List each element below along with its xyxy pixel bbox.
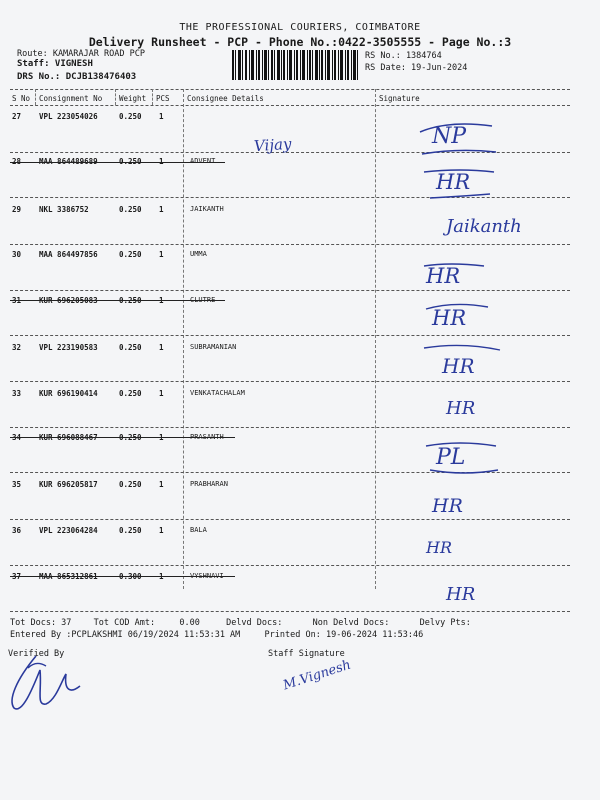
- signature-row-32: HR: [442, 354, 475, 378]
- footer-print-info: [10, 630, 423, 640]
- row-rule: [10, 381, 570, 382]
- row-pcs: 1: [159, 205, 164, 214]
- row-sno: 28: [12, 157, 22, 166]
- printed-on: Printed On: 19-06-2024 11:53:46: [264, 630, 424, 640]
- non-delivered-docs: Non Delvd Docs:: [312, 618, 390, 628]
- row-weight: 0.250: [119, 205, 142, 214]
- col-header-signature: Signature: [379, 94, 420, 103]
- signature-scribble: [420, 262, 490, 292]
- row-consignment: VPL 223190583: [39, 343, 98, 352]
- barcode: [232, 50, 358, 80]
- entered-by: Entered By :PCPLAKSHMI 06/19/2024 11:53:31 AM: [10, 630, 241, 640]
- row-consignee: UMMA: [190, 250, 207, 258]
- strikethrough-line: [10, 437, 235, 438]
- col-divider: [35, 89, 36, 105]
- row-rule: [10, 244, 570, 245]
- total-docs: Tot Docs: 37: [10, 618, 72, 628]
- row-consignment: KUR 696205817: [39, 480, 98, 489]
- row-sno: 37: [12, 572, 22, 581]
- row-weight: 0.250: [119, 296, 142, 305]
- row-pcs: 1: [159, 433, 164, 442]
- row-consignee: JAIKANTH: [190, 205, 224, 213]
- signature-row-36: HR: [426, 538, 452, 557]
- row-consignment: KUR 696205083: [39, 296, 98, 305]
- row-pcs: 1: [159, 250, 164, 259]
- signature-row-35: HR: [432, 495, 463, 517]
- row-weight: 0.250: [119, 526, 142, 535]
- row-weight: 0.250: [119, 250, 142, 259]
- row-pcs: 1: [159, 572, 164, 581]
- staff-signature-label: Staff Signature: [268, 649, 345, 659]
- staff-label: Staff: VIGNESH: [17, 59, 93, 69]
- company-name: THE PROFESSIONAL COURIERS, COIMBATORE: [179, 22, 421, 33]
- total-cod-label: Tot COD Amt:: [93, 618, 156, 628]
- signature-row-28: HR: [436, 170, 471, 194]
- delivery-points: Delvy Pts:: [419, 618, 471, 628]
- row-consignee: BALA: [190, 526, 207, 534]
- row-consignment: MAA 864497856: [39, 250, 98, 259]
- strikethrough-line: [10, 576, 235, 577]
- signature-row-33: HR: [446, 398, 476, 419]
- row-consignment: KUR 696088467: [39, 433, 98, 442]
- row-weight: 0.250: [119, 157, 142, 166]
- delivered-docs: Delvd Docs:: [226, 618, 283, 628]
- row-sno: 33: [12, 389, 22, 398]
- rs-number: RS No.: 1384764: [365, 51, 442, 61]
- row-sno: 34: [12, 433, 22, 442]
- strikethrough-line: [10, 162, 225, 163]
- col-header-consignee: Consignee Details: [187, 94, 264, 103]
- col-divider: [152, 89, 153, 105]
- signature-row-30: HR: [426, 264, 461, 288]
- rs-date: RS Date: 19-Jun-2024: [365, 63, 468, 73]
- staff-signature: M.Vignesh: [281, 657, 353, 694]
- row-consignee: PRASANTH: [190, 433, 224, 441]
- row-sno: 30: [12, 250, 22, 259]
- row-pcs: 1: [159, 343, 164, 352]
- signature-row-27: NP: [432, 124, 467, 149]
- row-pcs: 1: [159, 389, 164, 398]
- row-consignee: VYSHNAVI: [190, 572, 224, 580]
- verifier-signature: [6, 650, 86, 715]
- row-consignment: NKL 3386752: [39, 205, 89, 214]
- drs-number: DRS No.: DCJB138476403: [17, 72, 137, 82]
- row-pcs: 1: [159, 112, 164, 121]
- total-cod-value: 0.00: [179, 618, 200, 628]
- row-weight: 0.250: [119, 343, 142, 352]
- signature-scribble: [422, 344, 502, 360]
- col-header-sno: S No: [12, 94, 31, 103]
- footer-totals: [10, 618, 471, 628]
- row-weight: 0.250: [119, 389, 142, 398]
- row-consignee: PRABHARAN: [190, 480, 228, 488]
- signature-row-29: Jaikanth: [446, 216, 522, 237]
- row-pcs: 1: [159, 296, 164, 305]
- verified-by-label: Verified By: [8, 649, 65, 659]
- header-top-rule: [10, 89, 570, 90]
- handwritten-name: Vijay: [253, 134, 293, 156]
- col-divider: [375, 89, 376, 589]
- row-consignee: CLUTRE: [190, 296, 216, 304]
- col-header-consignment: Consignment No: [39, 94, 103, 103]
- row-consignee: VENKATACHALAM: [190, 389, 245, 397]
- row-consignee: SUBRAMANIAN: [190, 343, 237, 351]
- col-divider: [183, 89, 184, 589]
- row-consignment: MAA 865312861: [39, 572, 98, 581]
- signature-scribble: [424, 303, 494, 333]
- table-bottom-rule: [10, 611, 570, 612]
- row-pcs: 1: [159, 157, 164, 166]
- row-weight: 0.250: [119, 433, 142, 442]
- row-consignment: KUR 696190414: [39, 389, 98, 398]
- row-consignee: ADVENT: [190, 157, 216, 165]
- signature-row-34: PL: [436, 445, 466, 470]
- col-header-pcs: PCS: [156, 94, 170, 103]
- row-pcs: 1: [159, 526, 164, 535]
- route-label: Route: KAMARAJAR ROAD PCP: [17, 49, 145, 59]
- row-sno: 32: [12, 343, 22, 352]
- row-rule: [10, 335, 570, 336]
- row-weight: 0.300: [119, 572, 142, 581]
- row-sno: 29: [12, 205, 22, 214]
- signature-scribble: [420, 166, 500, 202]
- row-sno: 27: [12, 112, 22, 121]
- signature-row-37: HR: [446, 584, 476, 605]
- signature-row-31: HR: [432, 306, 467, 330]
- row-sno: 31: [12, 296, 22, 305]
- row-sno: 36: [12, 526, 22, 535]
- col-divider: [115, 89, 116, 105]
- signature-scribble: [424, 440, 500, 476]
- row-weight: 0.250: [119, 480, 142, 489]
- header-bottom-rule: [10, 105, 570, 106]
- row-rule: [10, 427, 570, 428]
- row-rule: [10, 519, 570, 520]
- row-sno: 35: [12, 480, 22, 489]
- strikethrough-line: [10, 300, 225, 301]
- row-weight: 0.250: [119, 112, 142, 121]
- row-pcs: 1: [159, 480, 164, 489]
- page-title: Delivery Runsheet - PCP - Phone No.:0422-3505555 - Page No.:3: [88, 35, 512, 49]
- row-consignment: MAA 864489689: [39, 157, 98, 166]
- row-consignment: VPL 223064284: [39, 526, 98, 535]
- row-consignment: VPL 223054026: [39, 112, 98, 121]
- col-header-weight: Weight: [119, 94, 147, 103]
- row-rule: [10, 565, 570, 566]
- signature-scribble: [418, 118, 498, 158]
